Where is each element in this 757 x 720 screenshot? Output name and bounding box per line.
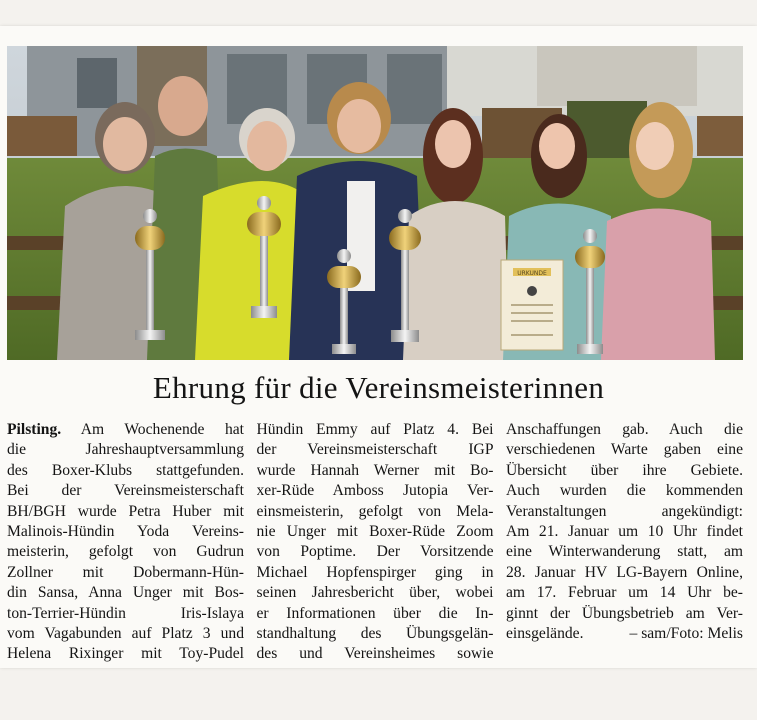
article-body [7, 420, 743, 663]
article-line: Auch wurden die kommenden [506, 482, 743, 500]
article-line: Hündin Emmy auf Platz 4. Bei [256, 421, 494, 438]
article-line: des Boxer-Klubs stattgefunden. [7, 461, 244, 479]
article-line: standhaltung des Übungsgelän- [256, 625, 494, 643]
article-line: Am Wochenende hat [61, 421, 244, 438]
article-line: einsgelände. [506, 625, 584, 643]
article-line: din Sansa, Anna Unger mit Bos- [7, 584, 244, 602]
article-line: verschiedenen Warte gaben eine [506, 441, 743, 459]
article-line: meisterin, gefolgt von Gudrun [7, 543, 244, 561]
article-line: Helena Rixinger mit Toy-Pudel [7, 645, 244, 663]
article-line: wurde Hannah Werner mit Bo- [256, 461, 494, 479]
dateline: Pilsting. [7, 421, 62, 438]
article-line: des und Vereinsheimes sowie [256, 645, 494, 663]
headline: Ehrung für die Vereinsmeisterinnen [152, 370, 605, 405]
article-photo [7, 46, 743, 360]
article-line: Bei der Vereinsmeisterschaft [7, 482, 244, 500]
article-column-2 [256, 420, 494, 663]
article-line: seinen Jahresbericht über, wobei [256, 584, 494, 602]
article-line: einsmeisterin, gefolgt von Mela- [256, 502, 494, 520]
article-line: von Poptime. Der Vorsitzende [256, 543, 494, 561]
article-line: Zollner mit Dobermann-Hün- [7, 563, 244, 581]
article-line: Veranstaltungen angekündigt: [506, 502, 743, 520]
article-line: xer-Rüde Amboss Jutopia Ver- [256, 482, 494, 500]
article-line: die Jahreshauptversammlung [7, 441, 244, 459]
article-line: eine Winterwanderung statt, am [506, 543, 743, 561]
certificate-icon [501, 260, 563, 350]
article-line: Michael Hopfenspirger ging in [256, 563, 494, 581]
newspaper-clipping [0, 26, 757, 668]
article-line: 28. Januar HV LG-Bayern Online, [506, 563, 743, 581]
article-line: ton-Terrier-Hündin Iris-Islaya [7, 604, 244, 622]
article-line: Anschaffungen gab. Auch die [506, 421, 743, 438]
article-line: der Vereinsmeisterschaft IGP [256, 441, 494, 459]
photo-illustration [7, 46, 743, 360]
article-column-3 [506, 420, 743, 660]
article-line: er Informationen über die In- [256, 604, 494, 622]
article-line: Malinois-Hündin Yoda Vereins- [7, 523, 244, 541]
article-line: Übersicht über ihre Gebiete. [506, 461, 743, 479]
article-line: nie Unger mit Boxer-Rüde Zoom [256, 523, 494, 541]
article-column-1 [7, 420, 244, 663]
article-line: am 17. Februar um 14 Uhr be- [506, 584, 743, 602]
article-line: ginnt der Übungsbetrieb am Ver- [506, 604, 743, 622]
photo-credit: – sam/Foto: Melis [629, 625, 743, 643]
article-line: vom Vagabunden auf Platz 3 und [7, 625, 244, 643]
certificate-label: URKUNDE [517, 270, 547, 277]
article-line: BH/BGH wurde Petra Huber mit [7, 502, 244, 520]
article-line: Am 21. Januar um 10 Uhr findet [506, 523, 743, 541]
